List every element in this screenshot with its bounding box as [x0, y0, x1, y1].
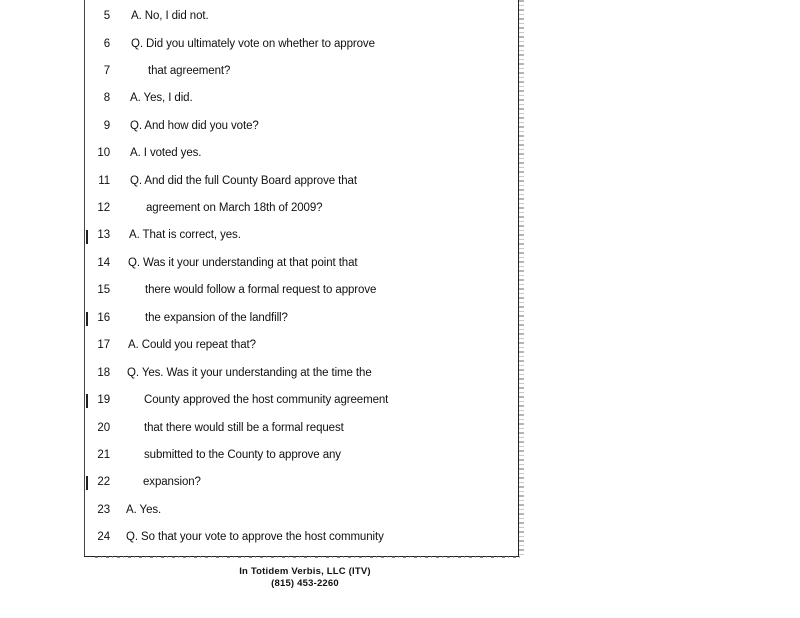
- line-text: A. I voted yes.: [130, 147, 202, 159]
- line-number: 7: [103, 65, 110, 77]
- line-text: A. Yes, I did.: [130, 92, 193, 104]
- scan-edge-bottom: [95, 556, 521, 558]
- line-number: 13: [97, 229, 110, 241]
- line-text: Q. And did the full County Board approve that: [130, 175, 357, 187]
- transcript-line: [88, 175, 518, 195]
- line-text: the expansion of the landfill?: [145, 312, 288, 324]
- line-number: 8: [103, 92, 110, 104]
- line-number: 20: [97, 422, 110, 434]
- line-text: A. Yes.: [126, 504, 162, 516]
- transcript-line: [88, 65, 518, 85]
- line-text: Q. Yes. Was it your understanding at the time the: [127, 367, 372, 379]
- transcript-line: [88, 257, 518, 277]
- line-text: expansion?: [143, 476, 201, 488]
- scan-edge-right: [519, 0, 524, 556]
- transcript-line: [88, 367, 518, 387]
- line-number: 15: [97, 284, 110, 296]
- line-number: 5: [103, 10, 110, 22]
- line-number: 6: [103, 38, 110, 50]
- line-number: 9: [103, 120, 110, 132]
- line-number: 16: [97, 312, 110, 324]
- line-number: 18: [97, 367, 110, 379]
- line-text: Q. So that your vote to approve the host community: [126, 531, 384, 543]
- transcript-line: [88, 394, 518, 414]
- transcript-line: [88, 202, 518, 222]
- line-number: 10: [97, 147, 110, 159]
- transcript-line: [88, 449, 518, 469]
- line-number: 14: [97, 257, 110, 269]
- line-text: Q. Was it your understanding at that point that: [128, 257, 358, 269]
- transcript-line: [88, 422, 518, 442]
- transcript-line: [88, 339, 518, 359]
- transcript-line: [88, 312, 518, 332]
- line-text: submitted to the County to approve any: [144, 449, 341, 461]
- line-number: 23: [97, 504, 110, 516]
- transcript-line: [88, 147, 518, 167]
- transcript-line: [88, 504, 518, 524]
- footer-company: In Totidem Verbis, LLC (ITV): [239, 566, 371, 577]
- line-text: A. Could you repeat that?: [128, 339, 256, 351]
- line-number: 11: [98, 175, 110, 187]
- line-number: 21: [97, 449, 110, 461]
- line-text: A. No, I did not.: [131, 10, 209, 22]
- line-text: County approved the host community agreement: [144, 394, 389, 406]
- line-text: Q. Did you ultimately vote on whether to approve: [131, 38, 375, 50]
- transcript-line: [88, 120, 518, 140]
- line-text: that agreement?: [148, 65, 231, 77]
- line-text: that there would still be a formal request: [144, 422, 344, 434]
- transcript-line: [88, 38, 518, 58]
- line-text: Q. And how did you vote?: [130, 120, 259, 132]
- line-number: 19: [97, 394, 110, 406]
- transcript-line: [88, 531, 518, 551]
- transcript-line: [88, 229, 518, 249]
- footer-phone: (815) 453-2260: [271, 578, 339, 589]
- line-number: 12: [97, 202, 110, 214]
- line-number: 17: [97, 339, 110, 351]
- transcript-line: [88, 92, 518, 112]
- transcript-line: [88, 476, 518, 496]
- line-text: agreement on March 18th of 2009?: [146, 202, 323, 214]
- transcript-line: [88, 10, 518, 30]
- line-text: A. That is correct, yes.: [129, 229, 241, 241]
- line-text: there would follow a formal request to approve: [145, 284, 377, 296]
- line-number: 24: [97, 531, 110, 543]
- transcript-line: [88, 284, 518, 304]
- line-number: 22: [97, 476, 110, 488]
